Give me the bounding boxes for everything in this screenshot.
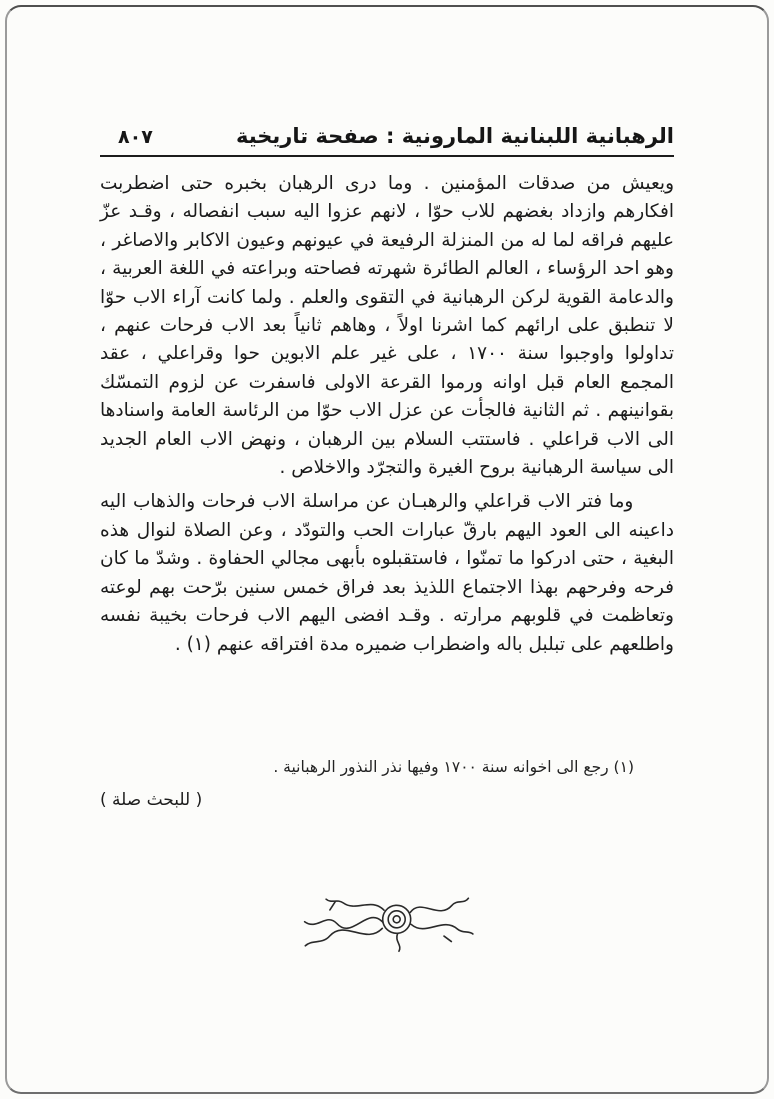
page-number: ٨٠٧ xyxy=(118,126,153,148)
calligraphic-flourish-ornament-icon xyxy=(294,876,479,972)
paragraph-1: ويعيش من صدقات المؤمنين . وما درى الرهبان بخبره حتى اضطربت افكارهم وازداد بغضهم للاب حوّا ، لانهم عزوا اليه سبب انفصاله ، وقـد عزّ عليهم فراقه لما له من المنزلة الرفيعة في عيونهم وعيون الاكابر والاصاغر ، وهو احد الرؤساء ، العالم الطائرة شهرته فصاحته وبراعته في اللغة العربية ، والدعامة القوية لركن الرهبانية في التقوى والعلم . ولما كانت آراء الاب حوّا لا تنطبق على ارائهم كما اشرنا اولاً ، وهاهم ثانياً بعد الاب فرحات عنهم ، تداولوا واوجبوا سنة ١٧٠٠ ، على غير علم الابوين حوا وقراعلي ، عقد المجمع العام قبل اوانه ورموا القرعة الاولى فاسفرت عن لزوم التمسّك بقوانينهم . ثم الثانية فالجأت عن عزل الاب حوّا من الرئاسة العامة واسنادها الى الاب قراعلي . فاستتب السلام بين الرهبان ، ونهض الاب العام الجديد الى سياسة الرهبانية بروح الغيرة والتجرّد والاخلاص . xyxy=(100,173,674,479)
page-header xyxy=(100,124,674,157)
page-title: الرهبانية اللبنانية المارونية : صفحة تاريخية xyxy=(235,124,674,148)
footnote: (١) رجع الى اخوانه سنة ١٧٠٠ وفيها نذر النذور الرهبانية . xyxy=(273,758,634,776)
paragraph-2: وما فتر الاب قراعلي والرهبـان عن مراسلة الاب فرحات والذهاب اليه داعينه الى العود اليهم بارقّ عبارات الحب والتودّد ، وعن الصلاة لنوال هذه البغية ، حتى ادركوا ما تمنّوا ، فاستقبلوه بأبهى مجالي الحفاوة . وشدّ ما كان فرحه وفرحهم بهذا الاجتماع اللذيذ بعد فراق خمس سنين برّحت بهم لوعته وتعاظمت في قلوبهم مرارته . وقـد افضى اليهم الاب فرحات بخيبة نفسه واطلعهم على تبلبل باله واضطراب ضميره مدة افتراقه عنهم (١) . xyxy=(100,491,674,655)
body-text-block xyxy=(100,170,674,665)
continuation-note: ( للبحث صلة ) xyxy=(100,790,203,810)
